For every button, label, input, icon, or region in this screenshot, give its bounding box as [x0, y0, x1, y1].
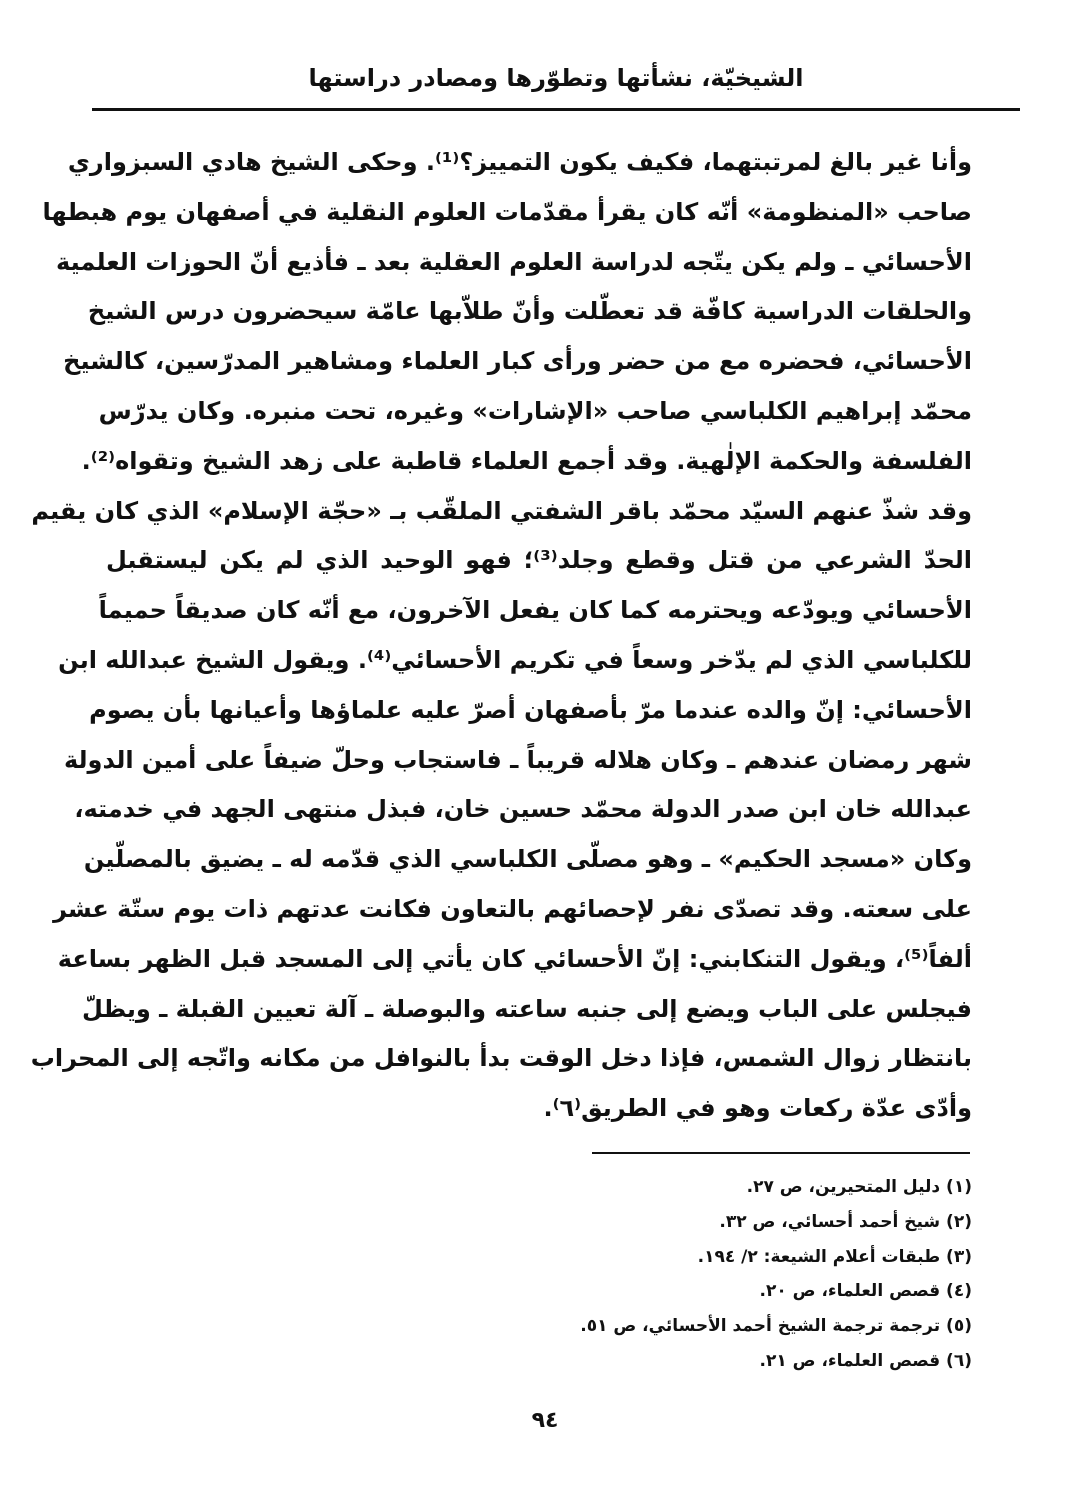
text-line: الأحسائي، فحضره مع من حضر ورأى كبار العلماء ومشاهير المدرّسين، كالشيخ [63, 347, 972, 376]
footnote: (٢) شيخ أحمد أحسائي، ص ٣٢. [719, 1211, 972, 1232]
header-divider [92, 108, 1020, 111]
text-line: وأدّى عدّة ركعات وهو في الطريق⁽٦⁾. [543, 1094, 972, 1123]
text-line: للكلباسي الذي لم يدّخر وسعاً في تكريم الأحسائي⁽⁴⁾. ويقول الشيخ عبدالله ابن [58, 645, 972, 674]
text-line: بانتظار زوال الشمس، فإذا دخل الوقت بدأ بالنوافل من مكانه واتّجه إلى المحراب [30, 1044, 972, 1073]
text-line: الأحسائي ويودّعه ويحترمه كما كان يفعل الآخرون، مع أنّه كان صديقاً حميماً [98, 596, 972, 625]
text-line: ألفاً⁽⁵⁾، ويقول التنكابني: إنّ الأحسائي كان يأتي إلى المسجد قبل الظهر بساعة [57, 944, 972, 973]
text-line: صاحب «المنظومة» أنّه كان يقرأ مقدّمات العلوم النقلية في أصفهان يوم هبطها [42, 197, 972, 226]
footnote: (٦) قصص العلماء، ص ٢١. [759, 1350, 972, 1371]
text-line: شهر رمضان عندهم ـ وكان هلاله قريباً ـ فاستجاب وحلّ ضيفاً على أمين الدولة [63, 745, 972, 774]
footnotes [400, 1170, 972, 1379]
text-line: والحلقات الدراسية كافّة قد تعطّلت وأنّ طلاّبها عامّة سيحضرون درس الشيخ [87, 297, 972, 326]
text-line: محمّد إبراهيم الكلباسي صاحب «الإشارات» وغيره، تحت منبره. وكان يدرّس [98, 396, 972, 425]
text-line: عبدالله خان ابن صدر الدولة محمّد حسين خان، فبذل منتهى الجهد في خدمته، [74, 795, 972, 824]
text-line: على سعته. وقد تصدّى نفر لإحصائهم بالتعاون فكانت عدتهم ذات يوم ستّة عشر [53, 894, 972, 923]
footnote: (١) دليل المتحيرين، ص ٢٧. [746, 1177, 972, 1197]
text-line: وكان «مسجد الحكيم» ـ وهو مصلّى الكلباسي الذي قدّمه له ـ يضيق بالمصلّين [83, 845, 972, 874]
text-line: الأحسائي ـ ولم يكن يتّجه لدراسة العلوم العقلية بعد ـ فأذيع أنّ الحوزات العلمية [56, 247, 972, 276]
footnote: (٤) قصص العلماء، ص ٢٠. [759, 1281, 972, 1302]
text-line: الأحسائي: إنّ والده عندما مرّ بأصفهان أصرّ عليه علماؤها وأعيانها بأن يصوم [89, 695, 972, 724]
footnote: (٥) ترجمة ترجمة الشيخ أحمد الأحسائي، ص ٥١. [580, 1316, 972, 1337]
text-line: وقد شذّ عنهم السيّد محمّد باقر الشفتي الملقّب بـ «حجّة الإسلام» الذي كان يقيم [31, 496, 972, 525]
footnote-divider [592, 1152, 970, 1154]
text-line: وأنا غير بالغ لمرتبتهما، فكيف يكون التمييز؟⁽¹⁾. وحكى الشيخ هادي السبزواري [67, 148, 972, 176]
body-text [30, 138, 972, 1134]
footnote: (٣) طبقات أعلام الشيعة: ٢/ ١٩٤. [697, 1246, 972, 1267]
text-line: الحدّ الشرعي من قتل وقطع وجلد⁽³⁾؛ فهو الوحيد الذي لم يكن ليستقبل [106, 546, 972, 575]
header-title: الشيخيّة، نشأتها وتطوّرها ومصادر دراستها [308, 64, 804, 92]
text-line: فيجلس على الباب ويضع إلى جنبه ساعته والبوصلة ـ آلة تعيين القبلة ـ ويظلّ [82, 994, 972, 1023]
page-number: ٩٤ [531, 1408, 559, 1433]
text-line: الفلسفة والحكمة الإلٰهية. وقد أجمع العلماء قاطبة على زهد الشيخ وتقواه⁽²⁾. [81, 446, 972, 475]
